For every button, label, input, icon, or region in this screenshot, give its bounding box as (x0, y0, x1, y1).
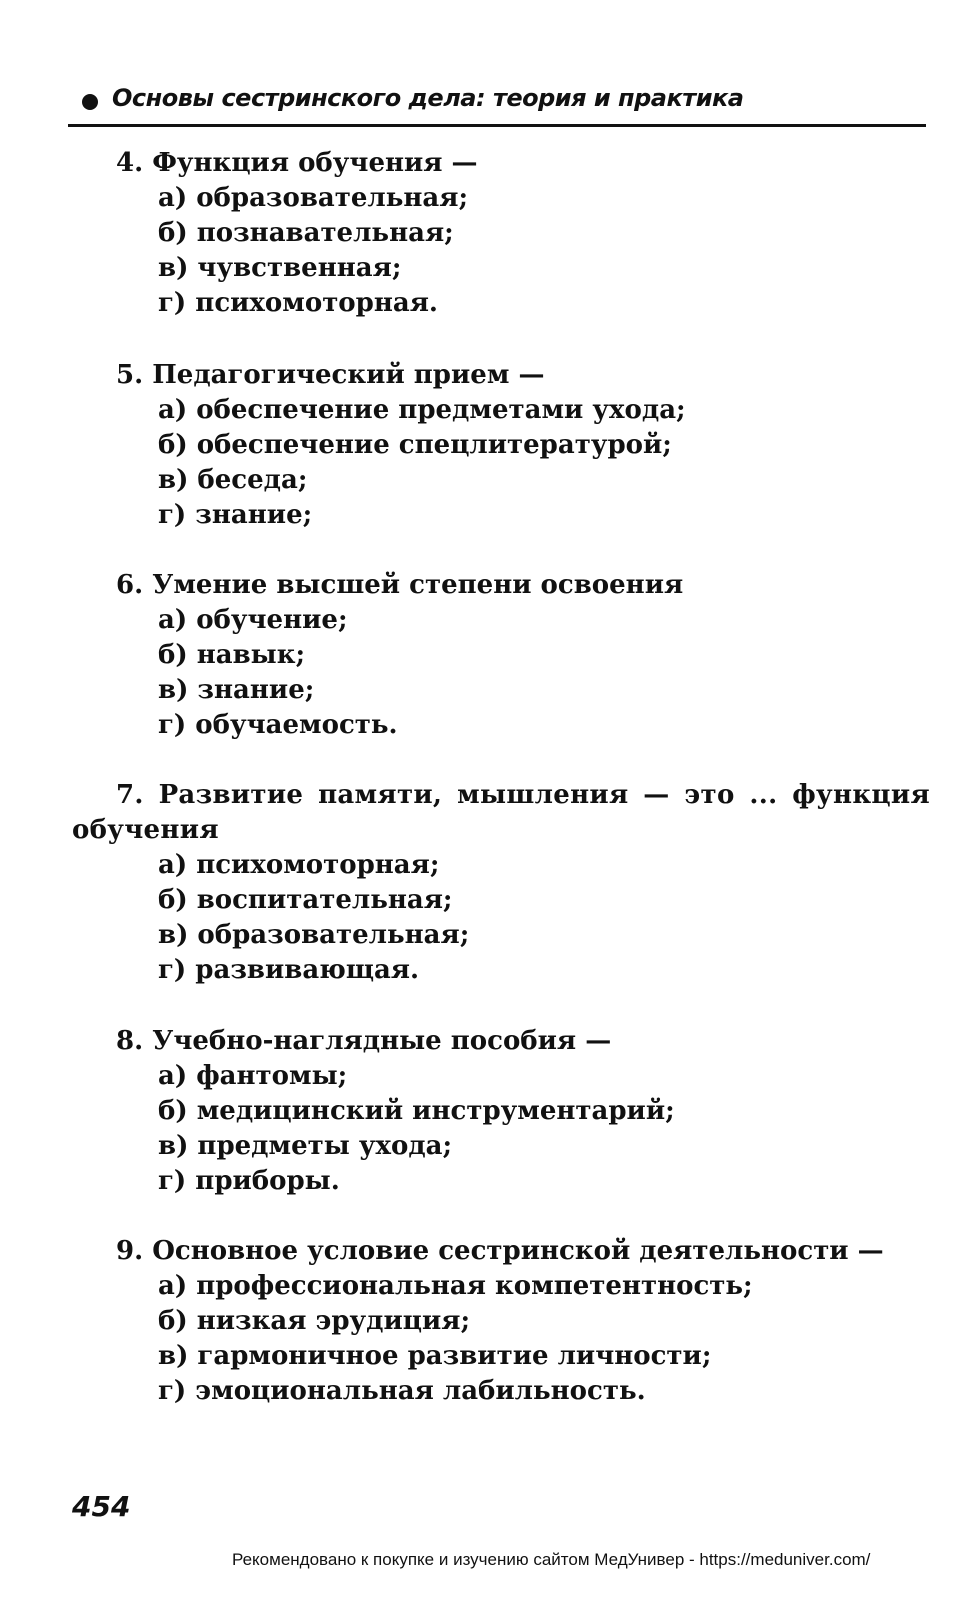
answer-option: а) обеспечение предметами ухода; (158, 395, 686, 425)
answer-option: а) фантомы; (158, 1061, 348, 1091)
answer-option: г) эмоциональная лабильность. (158, 1376, 646, 1406)
question-4 (72, 146, 930, 321)
answer-option: г) знание; (158, 500, 313, 530)
answer-option: г) психомоторная. (158, 288, 438, 318)
answer-option: в) чувственная; (158, 253, 402, 283)
question-6 (72, 568, 930, 743)
question-number: 4. (116, 148, 144, 178)
question-number: 6. (116, 570, 144, 600)
question-5 (72, 358, 930, 533)
question-number: 7. (116, 780, 144, 810)
answer-options (72, 1269, 930, 1409)
answer-option: а) образовательная; (158, 183, 469, 213)
header-title: Основы сестринского дела: теория и практика (112, 84, 744, 112)
answer-option: а) обучение; (158, 605, 348, 635)
question-8 (72, 1024, 930, 1199)
question-text (72, 778, 930, 848)
question-stem: Педагогический прием — (152, 360, 545, 390)
answer-options (72, 1059, 930, 1199)
answer-option: в) беседа; (158, 465, 308, 495)
question-text (72, 568, 930, 603)
answer-option: б) познавательная; (158, 218, 454, 248)
answer-option: в) гармоничное развитие личности; (158, 1341, 712, 1371)
answer-option: г) обучаемость. (158, 710, 398, 740)
answer-option: б) медицинский инструментарий; (158, 1096, 675, 1126)
answer-option: б) обеспечение спецлитературой; (158, 430, 672, 460)
question-stem: Учебно-наглядные пособия — (152, 1026, 612, 1056)
answer-option: в) предметы ухода; (158, 1131, 453, 1161)
question-number: 9. (116, 1236, 144, 1266)
question-text (72, 146, 930, 181)
answer-options (72, 181, 930, 321)
question-stem: Функция обучения — (152, 148, 478, 178)
answer-option: в) образовательная; (158, 920, 470, 950)
answer-option: б) навык; (158, 640, 306, 670)
bullet-icon (82, 94, 98, 110)
answer-option: б) низкая эрудиция; (158, 1306, 471, 1336)
question-number: 5. (116, 360, 144, 390)
answer-option: а) психомоторная; (158, 850, 440, 880)
answer-option: г) приборы. (158, 1166, 340, 1196)
question-stem: Основное условие сестринской деятельности — (152, 1236, 884, 1266)
answer-option: г) развивающая. (158, 955, 420, 985)
answer-options (72, 603, 930, 743)
answer-option: в) знание; (158, 675, 315, 705)
question-stem: Развитие памяти, мышления — это ... функция обучения (72, 780, 930, 845)
running-header (68, 82, 926, 127)
question-text (72, 1234, 930, 1269)
question-7 (72, 778, 930, 988)
question-text (72, 358, 930, 393)
question-number: 8. (116, 1026, 144, 1056)
answer-option: б) воспитательная; (158, 885, 453, 915)
answer-option: а) профессиональная компетентность; (158, 1271, 753, 1301)
answer-options (72, 393, 930, 533)
question-stem: Умение высшей степени освоения (152, 570, 684, 600)
question-9 (72, 1234, 930, 1409)
answer-options (72, 848, 930, 988)
page-number: 454 (72, 1490, 131, 1523)
question-text (72, 1024, 930, 1059)
footer-note: Рекомендовано к покупке и изучению сайтом МедУнивер - https://meduniver.com/ (232, 1550, 871, 1569)
